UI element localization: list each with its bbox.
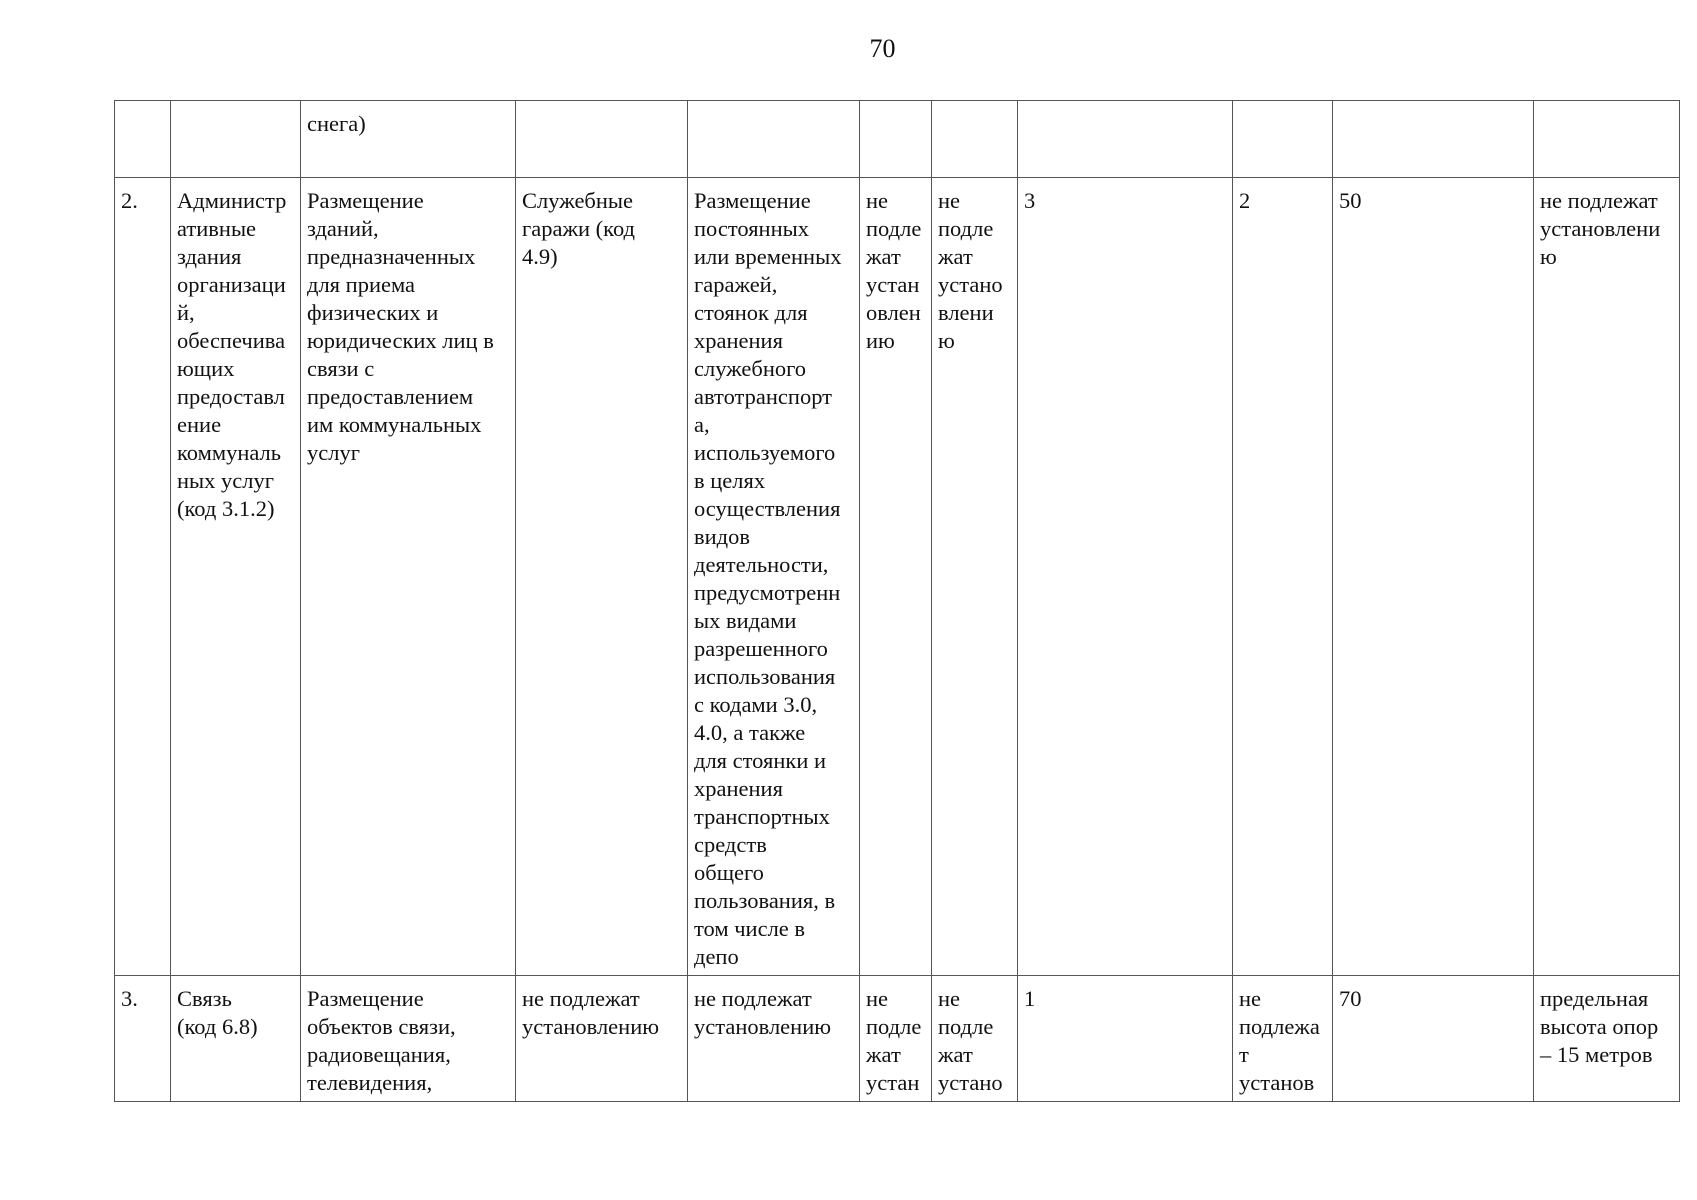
regulations-table (114, 100, 1680, 1102)
table-cell (860, 101, 932, 178)
table-cell: снега) (301, 101, 516, 178)
auxiliary-description-cell: Размещение постоянных или временных гаражей, стоянок для хранения служебного автотранспорт а, используемого в целях осуществления видов деятельности, предусмотренн ых видами разрешенного использования с кодами 3.0, 4.0, а также для стоянки и хранения транспортных средств общего пользования, в том числе в депо (688, 178, 860, 976)
page-number: 70 (869, 34, 896, 63)
auxiliary-use-cell: Служебные гаражи (код 4.9) (516, 178, 688, 976)
table-cell (688, 101, 860, 178)
auxiliary-description-cell: не подлежат установлению (688, 976, 860, 1102)
table-cell: 2 (1233, 178, 1333, 976)
row-number-cell: 2. (115, 178, 171, 976)
table-cell (1534, 101, 1680, 178)
table-cell: 3 (1018, 178, 1233, 976)
notes-cell: не подлежат установлени ю (1534, 178, 1680, 976)
table-cell (115, 101, 171, 178)
table-row (115, 178, 1680, 976)
table-cell: 50 (1333, 178, 1534, 976)
use-description-cell: Размещение объектов связи, радиовещания, телевидения, (301, 976, 516, 1102)
table-cell (1233, 101, 1333, 178)
table-row (115, 976, 1680, 1102)
table-cell: не подле жат устано влени ю (932, 178, 1018, 976)
table-cell (932, 101, 1018, 178)
table-cell: не подле жат устан овлен ию (860, 178, 932, 976)
notes-cell: предельная высота опор – 15 метров (1534, 976, 1680, 1102)
table-cell: не подлежа т установ (1233, 976, 1333, 1102)
table-cell: 1 (1018, 976, 1233, 1102)
row-number-cell: 3. (115, 976, 171, 1102)
table-cell: не подле жат устан (860, 976, 932, 1102)
table-cell (171, 101, 301, 178)
table-row (115, 101, 1680, 178)
table-cell (1018, 101, 1233, 178)
table-cell: не подле жат устано (932, 976, 1018, 1102)
use-type-cell: Связь (код 6.8) (171, 976, 301, 1102)
table-cell: 70 (1333, 976, 1534, 1102)
use-description-cell: Размещение зданий, предназначенных для приема физических и юридических лиц в связи с предоставлением им коммунальных услуг (301, 178, 516, 976)
use-type-cell: Администр ативные здания организаци й, обеспечива ющих предоставл ение коммуналь ных услуг (код 3.1.2) (171, 178, 301, 976)
table-cell (1333, 101, 1534, 178)
table-cell (516, 101, 688, 178)
auxiliary-use-cell: не подлежат установлению (516, 976, 688, 1102)
